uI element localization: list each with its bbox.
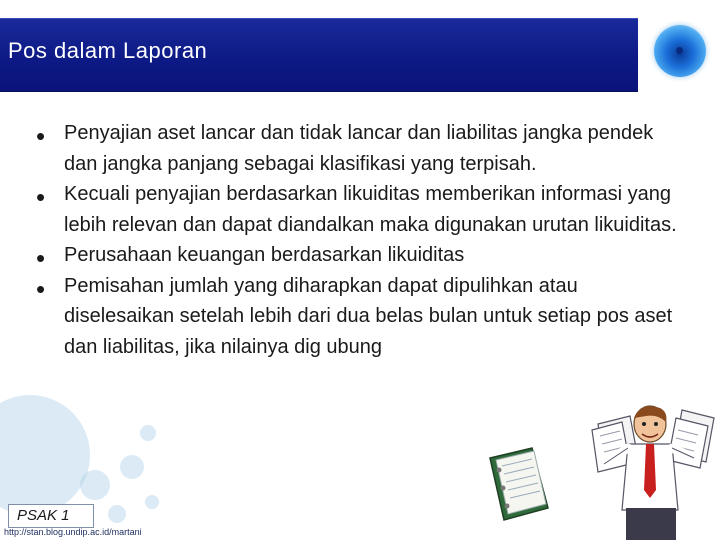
decoration-circle [145, 495, 159, 509]
bullet-item [30, 240, 690, 271]
bullet-dot: • [36, 273, 46, 304]
bullet-text: Kecuali penyajian berdasarkan likuiditas memberikan informasi yang lebih relevan dan dapat diandalkan maka digunakan urutan likuiditas. [64, 183, 677, 236]
bullet-dot: • [36, 182, 46, 212]
bullet-dot: • [36, 243, 46, 273]
bullet-dot: • [36, 121, 46, 151]
decoration-circle [80, 470, 110, 500]
decoration-circle [0, 395, 90, 515]
orb-center [676, 47, 683, 54]
bullet-list [30, 118, 690, 362]
bullet-item [30, 179, 690, 240]
bullet-text: Pemisahan jumlah yang diharapkan dapat dipulihkan atau diselesaikan setelah lebih dari dua belas bulan untuk setiap pos aset dan liabilitas, jika nilainya dig ubung [64, 274, 673, 358]
psak-label-box: PSAK 1 [8, 504, 94, 528]
bullet-item [30, 118, 690, 179]
decoration-circle [120, 455, 144, 479]
slide-title: Pos dalam Laporan [8, 38, 208, 63]
bullet-item [30, 271, 690, 363]
decoration-circle [140, 425, 156, 441]
bullet-text: Penyajian aset lancar dan tidak lancar dan liabilitas jangka pendek dan jangka panjang sebagai klasifikasi yang terpisah. [64, 122, 654, 175]
footer-url[interactable]: http://stan.blog.undip.ac.id/martani [4, 527, 142, 537]
businessman-with-papers-clipart [470, 380, 720, 540]
bullet-text: Perusahaan keuangan berdasarkan likuiditas [64, 244, 465, 266]
binder-notebook-icon [490, 448, 548, 520]
decoration-circle [108, 505, 126, 523]
